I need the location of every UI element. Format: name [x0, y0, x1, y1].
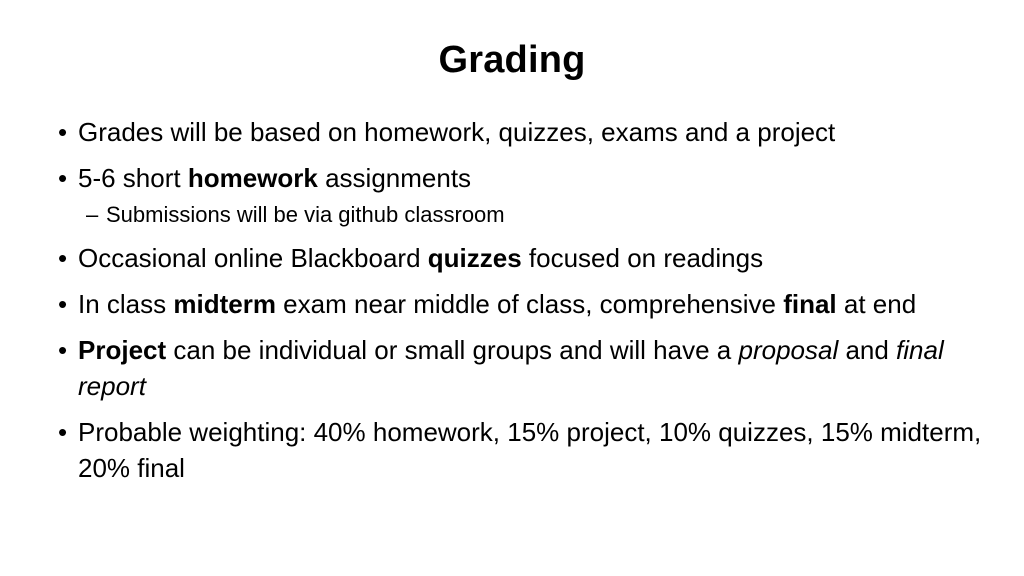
sub-bullet-text: Submissions will be via github classroom — [106, 202, 505, 227]
bullet-text-italic-final-report: final report — [78, 335, 944, 401]
bullet-text-bold-final: final — [783, 289, 837, 319]
bullet-text: Probable weighting: 40% homework, 15% project, 10% quizzes, 15% midterm, 20% final — [78, 417, 982, 483]
bullet-item-homework — [56, 160, 996, 196]
bullet-mark: • — [58, 243, 68, 273]
bullet-text-pre: Occasional online Blackboard — [78, 243, 428, 273]
bullet-text-italic-proposal: proposal — [738, 335, 839, 365]
bullet-text-post: assignments — [317, 163, 472, 193]
bullet-text-pre: In class — [78, 289, 174, 319]
bullet-text-mid: can be individual or small groups and will have a — [166, 335, 739, 365]
bullet-mark: • — [58, 117, 68, 147]
sub-bullet-item-submissions — [56, 200, 996, 230]
bullet-item-exams — [56, 286, 996, 322]
bullet-mark: • — [58, 335, 68, 365]
slide-title: Grading — [438, 39, 586, 81]
bullet-list — [56, 114, 996, 496]
bullet-mark: • — [58, 163, 68, 193]
bullet-text-bold: quizzes — [427, 243, 522, 273]
bullet-item-weighting — [56, 414, 996, 486]
bullet-text-mid2: and — [838, 335, 897, 365]
bullet-item-quizzes — [56, 240, 996, 276]
bullet-item-project — [56, 332, 996, 404]
bullet-text-post: focused on readings — [521, 243, 764, 273]
bullet-text-post: at end — [836, 289, 917, 319]
bullet-text-bold: homework — [187, 163, 318, 193]
bullet-text-bold-project: Project — [78, 335, 167, 365]
bullet-mark: • — [58, 417, 68, 447]
bullet-item-grades — [56, 114, 996, 150]
bullet-text: Grades will be based on homework, quizzes, exams and a project — [78, 117, 836, 147]
bullet-mark: • — [58, 289, 68, 319]
bullet-text-pre: 5-6 short — [78, 163, 188, 193]
bullet-text-bold-midterm: midterm — [173, 289, 276, 319]
sub-bullet-mark: – — [86, 202, 99, 227]
bullet-text-mid: exam near middle of class, comprehensive — [275, 289, 784, 319]
